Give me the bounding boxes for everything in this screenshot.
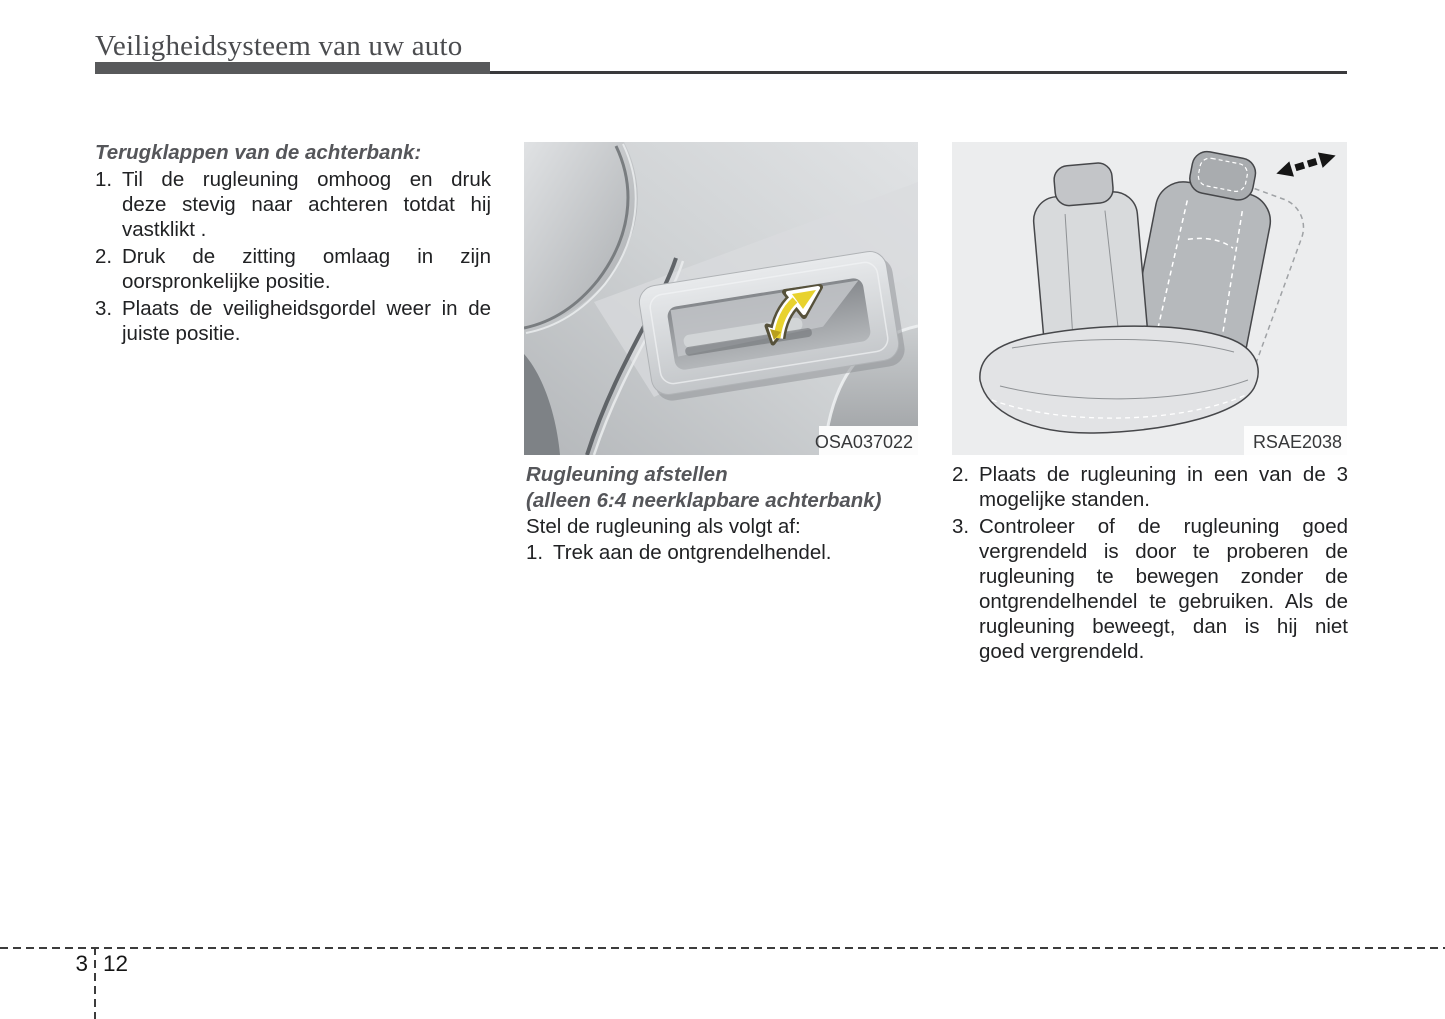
text-line: mogelijke standen. (979, 488, 1150, 511)
left-column (95, 140, 491, 346)
footer-dashed-rule (0, 947, 1445, 949)
list-item (526, 540, 920, 566)
chapter-number: 3 (75, 951, 88, 976)
text-line: rugleuning beweegt, dan is hij niet (979, 615, 1348, 638)
list-item (952, 514, 1348, 664)
list-item-text (979, 514, 1348, 664)
text-line: Trek aan de ontgrendelhendel. (553, 541, 832, 564)
text-line: rugleuning te bewegen zonder de (979, 565, 1348, 588)
seatback-lever-figure (524, 142, 918, 455)
header-bar (95, 62, 490, 74)
figure-label: OSA037022 (814, 432, 913, 452)
right-column (952, 462, 1348, 664)
text-line: goed vergrendeld. (979, 640, 1145, 663)
text-line: Plaats de veiligheidsgordel weer in de (122, 297, 491, 320)
list-number: 1. (95, 168, 113, 191)
list-item (952, 462, 1348, 512)
middle-column (526, 462, 920, 566)
page-title: Veiligheidsysteem van uw auto (95, 30, 463, 62)
text-line: vergrendeld is door te proberen de (979, 540, 1348, 563)
list-number: 3. (95, 297, 113, 320)
subsection-heading: Rugleuning afstellen (526, 463, 728, 486)
list-item-text (553, 540, 920, 566)
list-number: 2. (95, 245, 113, 268)
text-line: Druk de zitting omlaag in zijn (122, 245, 491, 268)
text-line: Plaats de rugleuning in een van de 3 (979, 463, 1348, 486)
list-item (95, 167, 491, 242)
seatback-lever-illustration (524, 142, 918, 455)
text-line: deze stevig naar achteren totdat hij (122, 193, 491, 216)
figure-label: RSAE2038 (1252, 432, 1342, 452)
list-item (95, 244, 491, 294)
text-line: Til de rugleuning omhoog en druk (122, 168, 491, 191)
text-line: vastklikt . (122, 218, 207, 241)
list-number: 3. (952, 515, 970, 538)
rear-seat-illustration (952, 142, 1347, 455)
list-item (95, 296, 491, 346)
text-line: Controleer of de rugleuning goed (979, 515, 1348, 538)
list-item-text (979, 462, 1348, 512)
list-item-text (122, 296, 491, 346)
footer-dashed-divider (94, 947, 96, 1019)
list-number: 2. (952, 463, 970, 486)
page-number: 12 (103, 951, 129, 976)
list-item-text (122, 244, 491, 294)
text-line: ontgrendelhendel te gebruiken. Als de (979, 590, 1348, 613)
intro-text: Stel de rugleuning als volgt af: (526, 515, 801, 538)
list-item-text (122, 167, 491, 242)
list-number: 1. (526, 541, 544, 564)
text-line: oorspronkelijke positie. (122, 270, 331, 293)
rear-seat-recline-figure (952, 142, 1347, 455)
section-heading-fold-back: Terugklappen van de achterbank: (95, 141, 422, 164)
subsection-subheading: (alleen 6:4 neerklapbare achterbank) (526, 489, 882, 512)
text-line: juiste positie. (122, 322, 241, 345)
header-rule (490, 71, 1347, 74)
